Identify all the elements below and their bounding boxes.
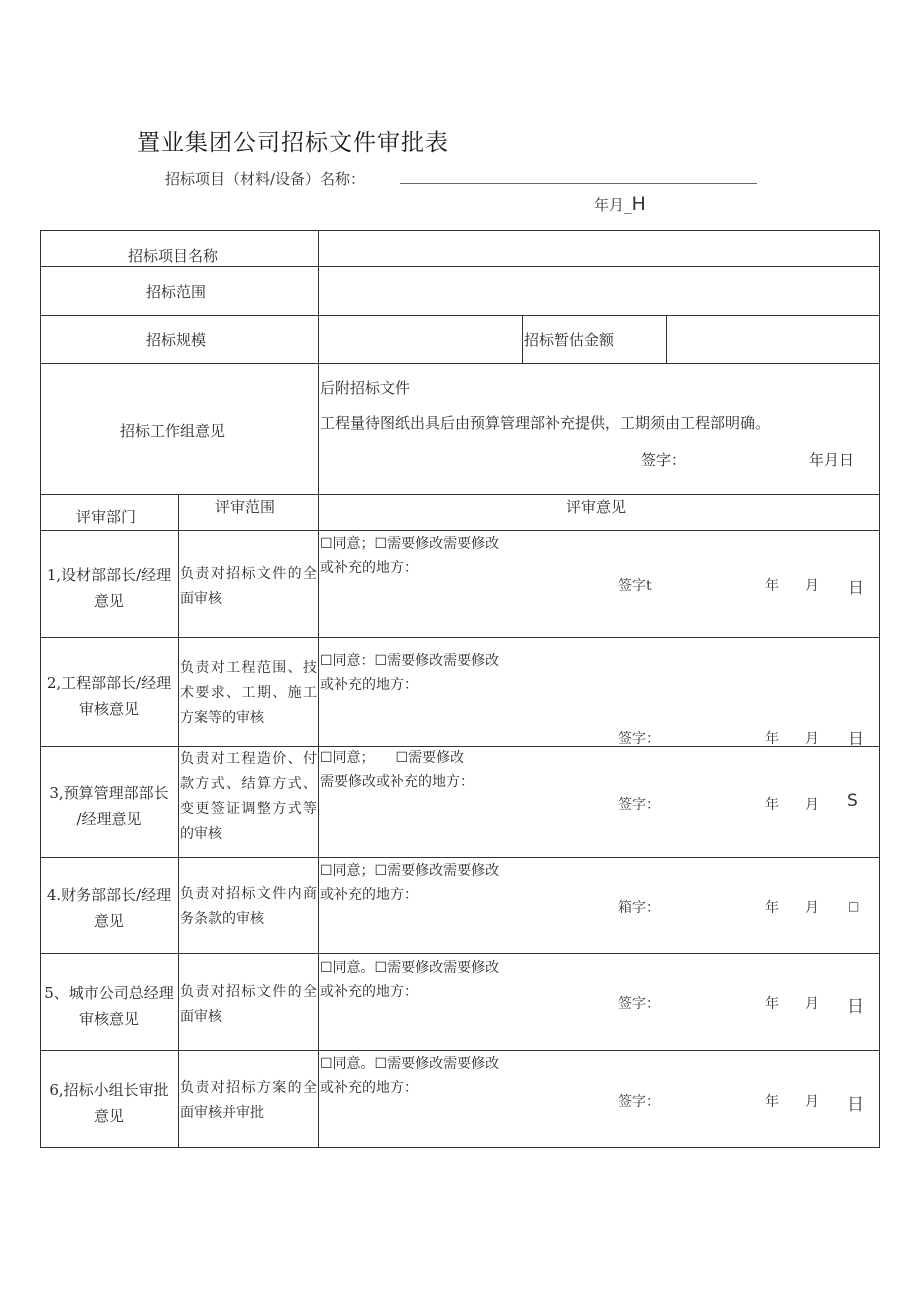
row1-day: 日	[848, 578, 865, 597]
grid-line	[40, 530, 880, 531]
row6-dept	[40, 1079, 178, 1126]
row3-dept-line1: 3,预算管理部部长	[49, 784, 169, 802]
grid-line	[178, 494, 179, 1148]
row3-dept-line2: /经理意见	[76, 810, 142, 828]
estimate-cell-label: 招标暂估金额	[524, 331, 615, 349]
row5-day: 日	[847, 997, 864, 1017]
grid-line	[40, 857, 880, 858]
row2-dept-line1: 2,工程部部长/经理	[46, 674, 172, 692]
scale-cell-label: 招标规模	[146, 331, 207, 349]
row2-modify-note: 或补充的地方：	[320, 677, 418, 693]
row1-scope: 负责对招标文件的全面审核	[180, 566, 317, 607]
row1-month: 月	[805, 578, 819, 594]
grid-line	[318, 494, 319, 1148]
workgroup-note-attachment: 后附招标文件	[320, 379, 411, 397]
row5-dept	[40, 982, 178, 1029]
grid-line	[40, 494, 880, 495]
grid-line	[40, 637, 880, 638]
header-dept: 评审部门	[76, 508, 137, 526]
workgroup-date-label: 年月日	[809, 451, 855, 469]
row1-year: 年	[765, 578, 779, 594]
row3-agree-modify-checkboxes[interactable]: ☐同意； ☐需要修改	[320, 750, 465, 766]
project-name-cell-label: 招标项目名称	[128, 247, 219, 265]
row3-modify-note: 需要修改或补充的地方：	[320, 774, 474, 790]
row5-scope: 负责对招标文件的全面审核	[180, 984, 317, 1025]
row2-dept-line2: 审核意见	[78, 700, 139, 718]
project-name-label: 招标项目（材料/设备）名称：	[165, 170, 366, 188]
row6-modify-note: 或补充的地方：	[320, 1080, 418, 1096]
header-date-prefix: 年月_	[594, 196, 632, 214]
grid-line	[666, 315, 667, 363]
row6-signature[interactable]: 签字：	[618, 1094, 660, 1110]
row4-dept	[40, 884, 178, 931]
row4-day: □	[848, 899, 860, 913]
row2-agree-modify-checkboxes[interactable]: ☐同意：☐需要修改需要修改	[320, 653, 500, 669]
project-name-blank-line[interactable]	[400, 183, 757, 184]
row3-year: 年	[765, 797, 779, 813]
row3-options[interactable]	[320, 746, 474, 794]
row1-agree-modify-checkboxes[interactable]: ☐同意；☐需要修改需要修改	[320, 536, 500, 552]
grid-line	[40, 363, 880, 364]
grid-line	[40, 1050, 880, 1051]
workgroup-note-quantities: 工程量待图纸出具后由预算管理部补充提供，工期须由工程部明确。	[320, 414, 771, 432]
row6-options[interactable]	[320, 1052, 499, 1100]
row5-year: 年	[765, 996, 779, 1012]
row4-dept-line2: 意见	[93, 912, 124, 930]
header-scope: 评审范围	[215, 498, 276, 516]
grid-line	[40, 315, 880, 316]
row5-dept-line1: 5、城市公司总经理	[44, 984, 174, 1002]
row1-signature[interactable]: 签字t	[618, 578, 652, 594]
grid-line	[318, 230, 319, 494]
form-title: 置业集团公司招标文件审批表	[137, 130, 449, 156]
row1-dept	[40, 564, 178, 611]
grid-line	[522, 315, 523, 363]
grid-line	[40, 266, 880, 267]
row2-signature[interactable]: 签字：	[618, 731, 660, 747]
row6-day: 日	[847, 1095, 864, 1115]
row4-scope: 负责对招标文件内商务条款的审核	[180, 886, 317, 927]
row2-day: 日	[848, 729, 865, 748]
row2-options[interactable]	[320, 649, 499, 697]
workgroup-signature-label: 签字：	[641, 451, 687, 469]
row4-agree-modify-checkboxes[interactable]: ☐同意；☐需要修改需要修改	[320, 863, 500, 879]
row6-dept-line1: 6,招标小组长审批	[49, 1081, 169, 1099]
row4-modify-note: 或补充的地方：	[320, 887, 418, 903]
row5-options[interactable]	[320, 956, 499, 1004]
row4-month: 月	[805, 900, 819, 916]
row3-day: S	[847, 791, 858, 811]
row1-dept-line2: 意见	[93, 592, 124, 610]
row3-dept	[40, 782, 178, 829]
header-date-suffix: H	[631, 193, 646, 215]
row5-modify-note: 或补充的地方：	[320, 984, 418, 1000]
row2-year: 年	[765, 731, 779, 747]
row5-month: 月	[805, 996, 819, 1012]
header-opinion: 评审意见	[566, 498, 627, 516]
scope-cell-label: 招标范围	[146, 283, 207, 301]
row2-dept	[40, 672, 178, 719]
header-date	[594, 193, 646, 215]
row1-options[interactable]	[320, 532, 499, 580]
row6-scope: 负责对招标方案的全面审核并审批	[180, 1080, 317, 1121]
row4-year: 年	[765, 900, 779, 916]
row6-agree-modify-checkboxes[interactable]: ☐同意。☐需要修改需要修改	[320, 1056, 500, 1072]
row1-dept-line1: 1,设材部部长/经理	[46, 566, 172, 584]
row6-dept-line2: 意见	[93, 1107, 124, 1125]
row3-scope: 负责对工程造价、付款方式、结算方式、变更签证调整方式等的审核	[180, 751, 317, 842]
grid-line	[40, 953, 880, 954]
row3-month: 月	[805, 797, 819, 813]
row5-dept-line2: 审核意见	[78, 1010, 139, 1028]
row3-signature[interactable]: 签字：	[618, 797, 660, 813]
workgroup-cell-label: 招标工作组意见	[120, 422, 226, 440]
row5-signature[interactable]: 签字：	[618, 996, 660, 1012]
row5-agree-modify-checkboxes[interactable]: ☐同意。☐需要修改需要修改	[320, 960, 500, 976]
row4-signature[interactable]: 箱字：	[618, 900, 660, 916]
row4-dept-line1: 4.财务部部长/经理	[46, 886, 172, 904]
row2-scope: 负责对工程范围、技术要求、工期、施工方案等的审核	[180, 660, 317, 726]
row1-modify-note: 或补充的地方：	[320, 560, 418, 576]
row2-month: 月	[805, 731, 819, 747]
row4-options[interactable]	[320, 859, 499, 907]
row6-year: 年	[765, 1094, 779, 1110]
row6-month: 月	[805, 1094, 819, 1110]
